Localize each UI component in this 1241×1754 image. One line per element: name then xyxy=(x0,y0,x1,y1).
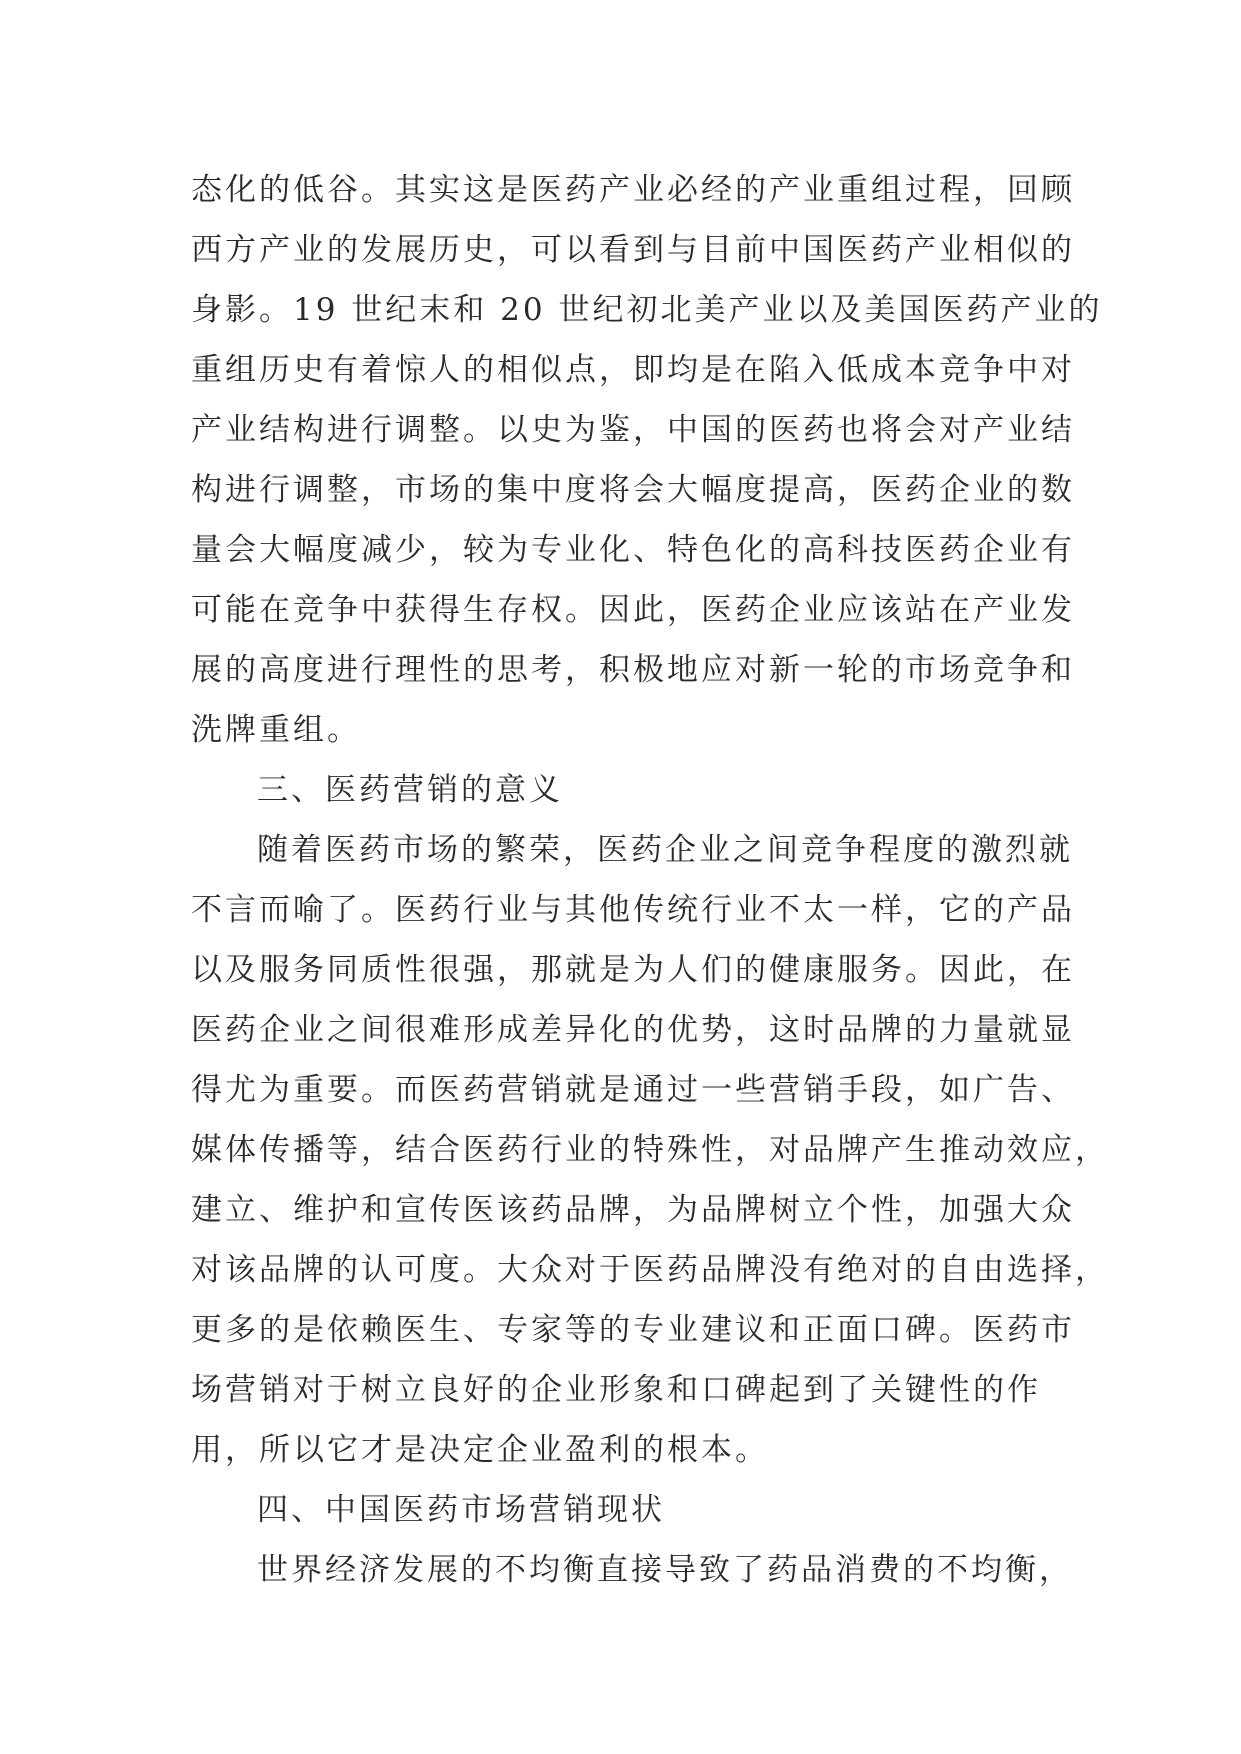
paragraph-line: 得尤为重要。而医药营销就是通过一些营销手段，如广告、 xyxy=(191,1072,1075,1108)
body-text xyxy=(191,160,1109,1600)
paragraph-line: 身影。19 世纪末和 20 世纪初北美产业以及美国医药产业的 xyxy=(191,292,1103,328)
paragraph-line: 产业结构进行调整。以史为鉴，中国的医药也将会对产业结 xyxy=(191,412,1075,448)
paragraph-line: 医药企业之间很难形成差异化的优势，这时品牌的力量就显 xyxy=(191,1012,1075,1048)
section-heading: 四、中国医药市场营销现状 xyxy=(257,1492,665,1528)
paragraph-line: 量会大幅度减少，较为专业化、特色化的高科技医药企业有 xyxy=(191,532,1075,568)
paragraph-line: 构进行调整，市场的集中度将会大幅度提高，医药企业的数 xyxy=(191,472,1075,508)
paragraph-line: 随着医药市场的繁荣，医药企业之间竞争程度的激烈就 xyxy=(257,832,1073,868)
paragraph-line: 媒体传播等，结合医药行业的特殊性，对品牌产生推动效应， xyxy=(191,1132,1109,1168)
paragraph-line: 以及服务同质性很强，那就是为人们的健康服务。因此，在 xyxy=(191,952,1075,988)
paragraph-line: 洗牌重组。 xyxy=(191,712,361,748)
paragraph-line: 可能在竞争中获得生存权。因此，医药企业应该站在产业发 xyxy=(191,592,1075,628)
paragraph-line: 场营销对于树立良好的企业形象和口碑起到了关键性的作 xyxy=(191,1372,1041,1408)
paragraph-line: 用，所以它才是决定企业盈利的根本。 xyxy=(191,1432,769,1468)
paragraph-line: 更多的是依赖医生、专家等的专业建议和正面口碑。医药市 xyxy=(191,1312,1075,1348)
paragraph-line: 对该品牌的认可度。大众对于医药品牌没有绝对的自由选择， xyxy=(191,1252,1109,1288)
paragraph-line: 建立、维护和宣传医该药品牌，为品牌树立个性，加强大众 xyxy=(191,1192,1075,1228)
paragraph-line: 西方产业的发展历史，可以看到与目前中国医药产业相似的 xyxy=(191,232,1075,268)
paragraph-line: 世界经济发展的不均衡直接导致了药品消费的不均衡， xyxy=(257,1552,1073,1588)
paragraph-line: 重组历史有着惊人的相似点，即均是在陷入低成本竞争中对 xyxy=(191,352,1075,388)
section-heading: 三、医药营销的意义 xyxy=(257,772,563,808)
paragraph-line: 不言而喻了。医药行业与其他传统行业不太一样，它的产品 xyxy=(191,892,1075,928)
paragraph-line: 态化的低谷。其实这是医药产业必经的产业重组过程，回顾 xyxy=(191,172,1075,208)
paragraph-line: 展的高度进行理性的思考，积极地应对新一轮的市场竞争和 xyxy=(191,652,1075,688)
